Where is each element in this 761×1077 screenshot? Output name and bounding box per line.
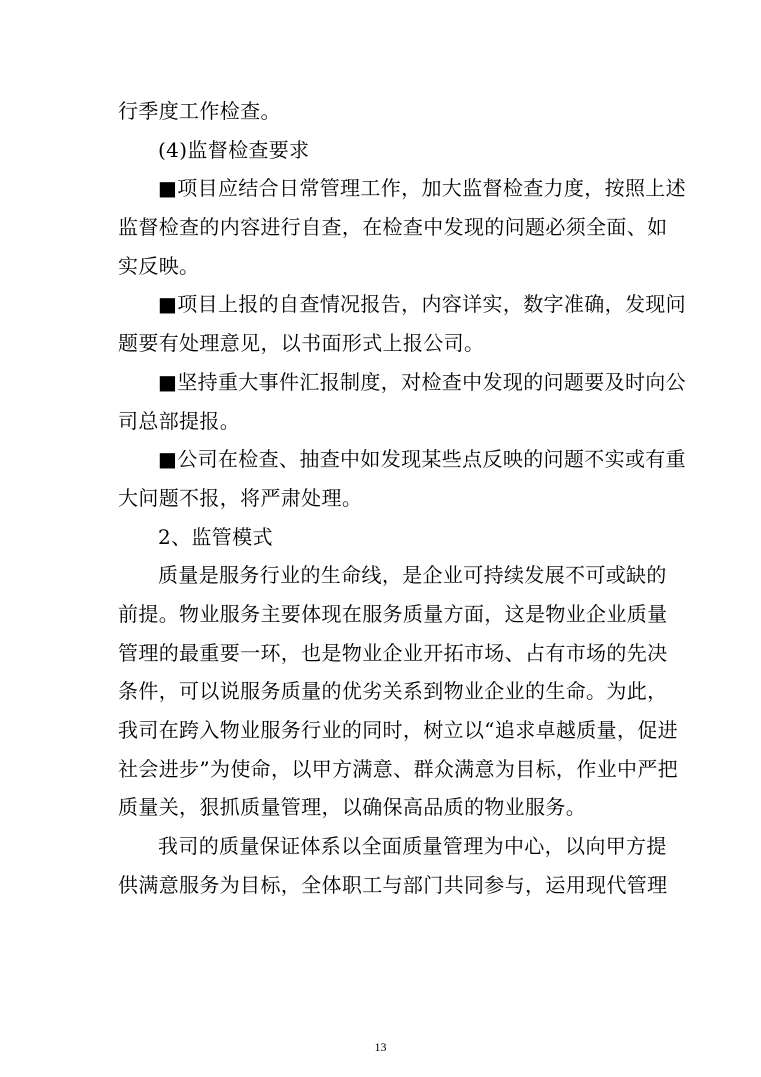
text-line-20: 我司的质量保证体系以全面质量管理为中心，以向甲方提 — [158, 834, 667, 859]
section-heading-supervision-mode: 2、监管模式 — [158, 524, 273, 549]
text-line-17: 我司在跨入物业服务行业的同时，树立以“追求卓越质量，促进 — [118, 718, 679, 742]
text-line-21: 供满意服务为目标，全体职工与部门共同参与，运用现代管理 — [118, 872, 668, 897]
text-line-3: ■项目应结合日常管理工作，加大监督检查力度，按照上述 — [158, 176, 686, 201]
text-line-15: 管理的最重要一环，也是物业企业开拓市场、占有市场的先决 — [118, 640, 668, 665]
text-line-9: 司总部提报。 — [118, 408, 241, 433]
text-line-5: 实反映。 — [118, 253, 200, 278]
text-line-7: 题要有处理意见，以书面形式上报公司。 — [118, 331, 485, 356]
document-body — [118, 92, 686, 904]
text-line-16: 条件，可以说服务质量的优劣关系到物业企业的生命。为此， — [118, 679, 668, 704]
text-line-6: ■项目上报的自查情况报告，内容详实，数字准确，发现问 — [158, 292, 686, 317]
text-line-4: 监督检查的内容进行自查，在检查中发现的问题必须全面、如 — [118, 215, 668, 240]
section-heading-supervision-requirements: (4)监督检查要求 — [158, 137, 310, 162]
text-line-8: ■坚持重大事件汇报制度，对检查中发现的问题要及时向公 — [158, 369, 686, 394]
text-line-18: 社会进步”为使命，以甲方满意、群众满意为目标，作业中严把 — [118, 756, 679, 781]
text-line-19: 质量关，狠抓质量管理，以确保高品质的物业服务。 — [118, 795, 587, 820]
text-line-1: 行季度工作检查。 — [118, 99, 281, 123]
text-line-14: 前提。物业服务主要体现在服务质量方面，这是物业企业质量 — [118, 601, 668, 626]
text-line-11: 大问题不报，将严肃处理。 — [118, 485, 363, 510]
page-number: 13 — [374, 1040, 387, 1054]
text-line-13: 质量是服务行业的生命线，是企业可持续发展不可或缺的 — [158, 563, 667, 588]
text-line-10: ■公司在检查、抽查中如发现某些点反映的问题不实或有重 — [158, 447, 686, 472]
